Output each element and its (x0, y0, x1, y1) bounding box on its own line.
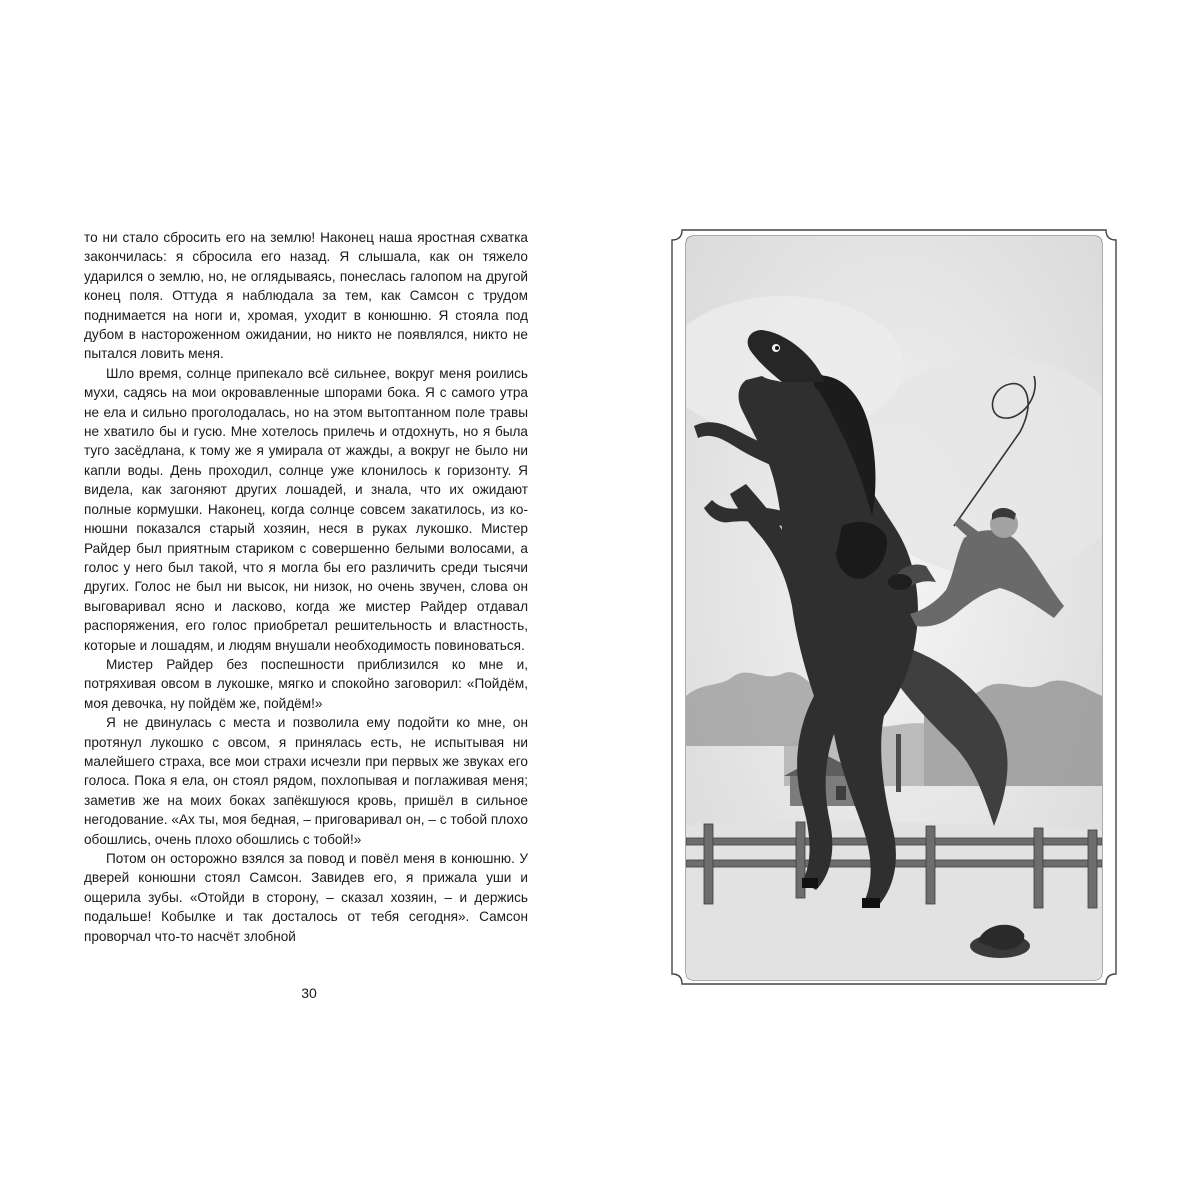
main-text-column (84, 228, 528, 946)
paragraph: Потом он осторожно взялся за повод и повёл меня в конюшню. У дверей конюшни стоял Самсон. Завидев его, я прижала уши и ощерила зубы. «Отойди в сторону, – сказал хозяин, – и держись подальше! Кобылке и так досталось от тебя сегодня». Самсон проворчал что-то насчёт злобной (84, 851, 528, 944)
paragraph: Я не двинулась с места и позволила ему подойти ко мне, он протянул лукошко с овсом, я принялась есть, не испытывая ни малейшего страха, все мои страхи исчезли при первых же звуках его голоса. Пока я ела, он стоял рядом, похлопывая и поглаживая меня; заметив же на моих боках запёкшуюся кровь, пришёл в сильное негодование. «Ах ты, моя бедная, – приговаривал он, – с тобой плохо обошлись, очень плохо обошлись с тобой!» (84, 715, 528, 847)
paragraph: Мистер Райдер без поспешности приблизился ко мне и, потряхивая овсом в лукошке, мягко и спокойно заговорил: «Пойдём, моя девочка, ну пойдём же, пойдём!» (84, 656, 528, 711)
paragraph: Шло время, солнце припекало всё сильнее, вокруг меня роились мухи, садясь на мои окровавленные шпорами бока. Я с самого утра не ела и сильно проголодалась, но на этом вытоптанном поле травы не хватило бы и гусю. Мне хотелось прилечь и отдохнуть, но я была туго засёдлана, к тому же я умирала от жажды, а вокруг не было ни капли воды. День проходил, солнце уже клонилось к горизонту. Я видела, как загоняют других лошадей, и знала, что их ожидают полные кормушки. Наконец, когда солнце совсем закатилось, из конюшни показался старый хозяин, неся в руках лукошко. Мистер Райдер был приятным стариком с совершенно белыми волосами, а голос у него был такой, что я могла бы его различить среди тысячи других. Голос не был ни высок, ни низок, но очень звучен, слова он выговаривал ясно и ласково, когда же мистер Райдер отдавал распоряжения, его голос приобретал решительность и властность, которые и лошадям, и людям внушали необходимость повиноваться. (84, 365, 528, 653)
paragraph: то ни стало сбросить его на землю! Наконец наша яростная схватка закончилась: я сбросила его назад. Я слышала, как он тяжело ударился о землю, но, не оглядываясь, понеслась галопом на другой конец поля. Оттуда я наблюдала за тем, как Самсон с трудом поднимается на ноги и, хромая, уходит в конюшню. Я стояла под дубом в настороженном ожидании, но никто не появлялся, никто не пытался ловить меня. (84, 230, 528, 362)
page-number: 30 (301, 985, 317, 1001)
rearing-horse-illustration (664, 226, 1124, 990)
